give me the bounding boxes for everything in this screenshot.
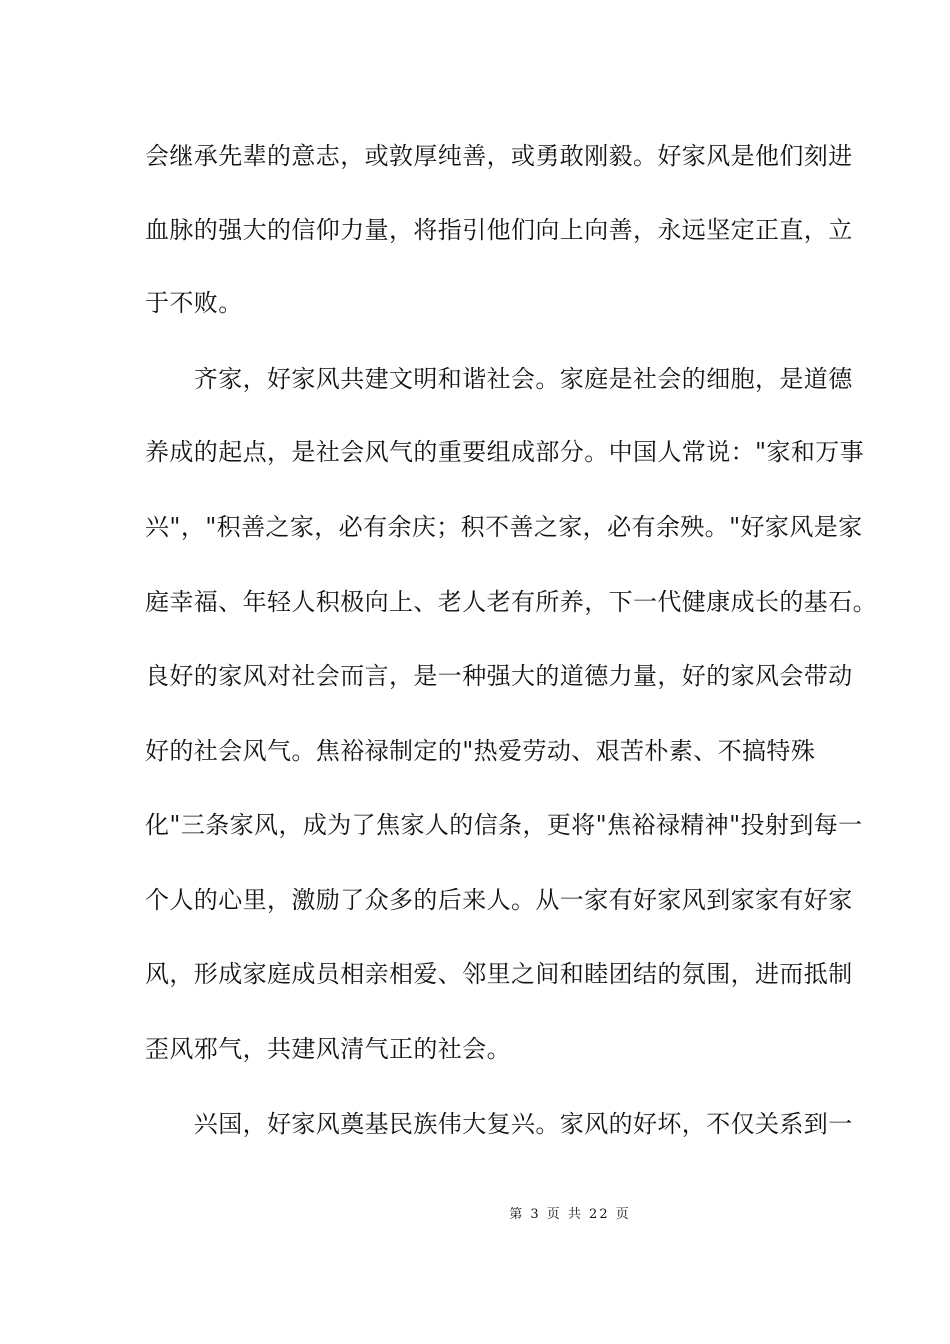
text-line: 血脉的强大的信仰力量，将指引他们向上向善，永远坚定正直，立 xyxy=(145,216,853,244)
text-line: 兴"，"积善之家，必有余庆；积不善之家，必有余殃。"好家风是家 xyxy=(145,513,863,541)
page-number-footer: 第 3 页 共 22 页 xyxy=(509,1207,631,1222)
text-line: 养成的起点，是社会风气的重要组成部分。中国人常说："家和万事 xyxy=(145,438,865,466)
text-line: 个人的心里，激励了众多的后来人。从一家有好家风到家家有好家 xyxy=(145,886,853,914)
text-line: 于不败。 xyxy=(145,289,243,317)
text-line: 会继承先辈的意志，或敦厚纯善，或勇敢刚毅。好家风是他们刻进 xyxy=(145,142,853,170)
text-line: 好的社会风气。焦裕禄制定的"热爱劳动、艰苦朴素、不搞特殊 xyxy=(145,737,816,765)
text-line: 良好的家风对社会而言，是一种强大的道德力量，好的家风会带动 xyxy=(145,662,853,690)
text-line: 风，形成家庭成员相亲相爱、邻里之间和睦团结的氛围，进而抵制 xyxy=(145,960,853,988)
text-line: 兴国，好家风奠基民族伟大复兴。家风的好坏，不仅关系到一 xyxy=(145,1110,853,1138)
text-line: 齐家，好家风共建文明和谐社会。家庭是社会的细胞，是道德 xyxy=(145,365,853,393)
text-line: 庭幸福、年轻人积极向上、老人老有所养，下一代健康成长的基石。 xyxy=(145,588,877,616)
text-line: 化"三条家风，成为了焦家人的信条，更将"焦裕禄精神"投射到每一 xyxy=(145,811,863,839)
text-line: 歪风邪气，共建风清气正的社会。 xyxy=(145,1035,511,1063)
